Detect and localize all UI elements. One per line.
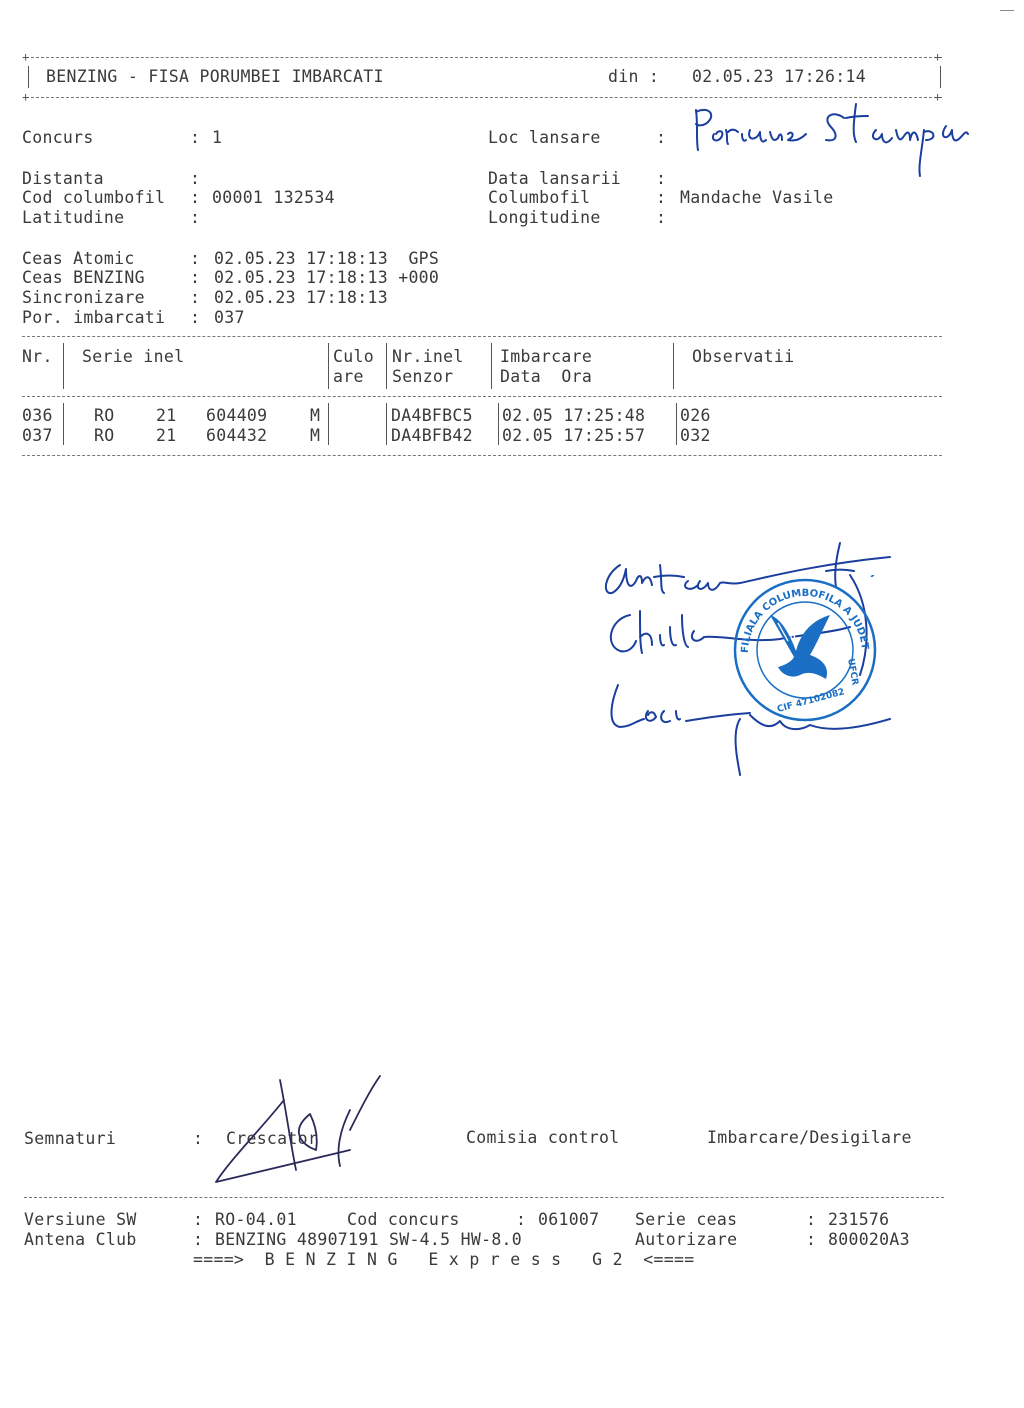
autorizare-value: 800020A3 — [828, 1230, 910, 1249]
cod-columbofil-label: Cod columbofil — [22, 188, 166, 207]
antena-club-label: Antena Club — [24, 1230, 137, 1249]
row-nr: 036 — [22, 406, 53, 425]
latitudine-label: Latitudine — [22, 208, 125, 227]
stamp-cif-text: CIF 47102082 — [776, 687, 846, 715]
stamp-arc-text: FILIALA COLUMBOFILA A JUDET — [739, 587, 870, 654]
row-obs: 026 — [680, 406, 711, 425]
cod-columbofil-value: 00001 132534 — [212, 188, 335, 207]
row-ring: 604432 — [206, 426, 268, 445]
header-bottom-border — [26, 97, 942, 98]
imbarcare-desigilare-label: Imbarcare/Desigilare — [707, 1128, 912, 1147]
header-senzor: Senzor — [392, 367, 454, 386]
row-sex: M — [310, 426, 321, 445]
data-lansarii-label: Data lansarii — [488, 169, 622, 188]
comisia-control-label: Comisia control — [466, 1128, 620, 1147]
row-country: RO — [94, 406, 115, 425]
distanta-label: Distanta — [22, 169, 104, 188]
table-top-border — [22, 336, 942, 337]
stamp-side-text: UFCR — [845, 657, 860, 687]
row-datetime: 02.05 17:25:48 — [502, 406, 646, 425]
loc-lansare-label: Loc lansare — [488, 128, 601, 147]
versiune-sw-label: Versiune SW — [24, 1210, 137, 1229]
row-ring: 604409 — [206, 406, 268, 425]
corner-mark — [1000, 10, 1014, 11]
header-nr-inel: Nr.inel — [392, 347, 464, 366]
din-label: din : — [608, 67, 660, 86]
row-year: 21 — [156, 406, 177, 425]
sincronizare-label: Sincronizare — [22, 288, 145, 307]
crescator-signature — [200, 1070, 400, 1190]
concurs-value: 1 — [212, 128, 223, 147]
ceas-benzing-value: 02.05.23 17:18:13 +000 — [214, 268, 440, 287]
footer-divider — [24, 1197, 944, 1198]
crescator-label: Crescator — [226, 1129, 319, 1148]
header-observatii: Observatii — [692, 347, 795, 366]
row-nr: 037 — [22, 426, 53, 445]
stamp-outer-text — [730, 575, 880, 578]
loc-lansare-handwritten — [688, 100, 988, 180]
autorizare-label: Autorizare — [635, 1230, 738, 1249]
versiune-sw-value: RO-04.01 — [215, 1210, 297, 1229]
serie-ceas-label: Serie ceas — [635, 1210, 738, 1229]
serie-ceas-value: 231576 — [828, 1210, 890, 1229]
header-culoare: Culo — [333, 347, 374, 366]
ceas-atomic-value: 02.05.23 17:18:13 GPS — [214, 249, 440, 268]
columbofil-label: Columbofil — [488, 188, 591, 207]
header-serie-inel: Serie inel — [82, 347, 185, 366]
table-header-border — [22, 396, 942, 397]
semnaturi-label: Semnaturi — [24, 1129, 117, 1148]
columbofil-value: Mandache Vasile — [680, 188, 834, 207]
row-sensor: DA4BFBC5 — [391, 406, 473, 425]
header-nr: Nr. — [22, 347, 53, 366]
antena-club-value: BENZING 48907191 SW-4.5 HW-8.0 — [215, 1230, 523, 1249]
ceas-benzing-label: Ceas BENZING — [22, 268, 145, 287]
din-value: 02.05.23 17:26:14 — [692, 67, 866, 86]
longitudine-label: Longitudine — [488, 208, 601, 227]
row-datetime: 02.05 17:25:57 — [502, 426, 646, 445]
cod-concurs-value: 061007 — [538, 1210, 600, 1229]
cod-concurs-label: Cod concurs — [347, 1210, 460, 1229]
header-imbarcare: Imbarcare — [500, 347, 593, 366]
por-imbarcati-value: 037 — [214, 308, 245, 327]
row-sex: M — [310, 406, 321, 425]
header-culoare-2: are — [333, 367, 364, 386]
table-bottom-border — [22, 455, 942, 456]
dove-icon — [770, 615, 830, 679]
row-obs: 032 — [680, 426, 711, 445]
row-country: RO — [94, 426, 115, 445]
club-stamp — [730, 575, 880, 725]
row-year: 21 — [156, 426, 177, 445]
ceas-atomic-label: Ceas Atomic — [22, 249, 135, 268]
header-data-ora: Data Ora — [500, 367, 593, 386]
sincronizare-value: 02.05.23 17:18:13 — [214, 288, 388, 307]
por-imbarcati-label: Por. imbarcati — [22, 308, 166, 327]
row-sensor: DA4BFB42 — [391, 426, 473, 445]
benzing-express-banner: ====> B E N Z I N G E x p r e s s G 2 <==== — [193, 1250, 695, 1269]
concurs-label: Concurs — [22, 128, 94, 147]
header-top-border — [26, 57, 942, 58]
page-title: BENZING - FISA PORUMBEI IMBARCATI — [46, 67, 384, 86]
